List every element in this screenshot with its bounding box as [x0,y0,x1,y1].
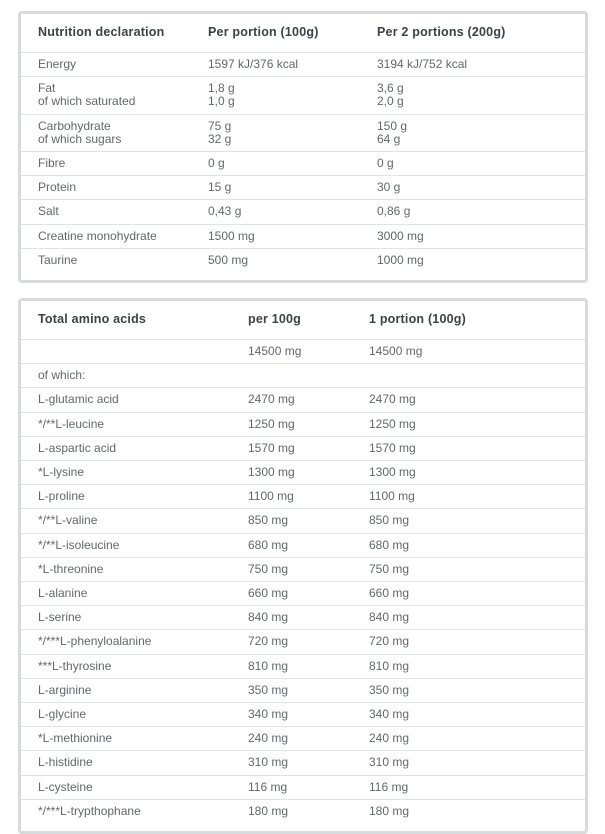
table-row [21,751,585,775]
cell-text-line: 0 g [208,156,225,171]
cell-text-line: 1100 mg [248,489,294,504]
per-2-portions-column-header: Per 2 portions (200g) [377,25,506,39]
value-col2-cell [369,799,585,831]
cell-text-line: 0 g [377,156,394,171]
cell-text-line: of which sugars [38,131,122,146]
cell-text-line: Creatine monohydrate [38,228,157,243]
value-col1-cell [248,751,369,775]
nutrient-label-cell [21,582,248,606]
value-col1-cell [248,461,369,485]
table-row [21,533,585,557]
value-col1-cell [248,727,369,751]
table-row [21,485,585,509]
cell-text-line: 240 mg [369,731,410,746]
table-row [21,654,585,678]
value-col1-cell [248,703,369,727]
value-col1-cell [248,557,369,581]
nutrient-label-cell [21,176,208,200]
table-row [21,364,585,388]
value-col1-cell [208,248,377,280]
cell-text-line: 720 mg [248,634,289,649]
value-col2-cell [369,557,585,581]
cell-text-line: Energy [38,57,77,71]
cell-text-line: *L-threonine [38,561,104,576]
table-row [21,412,585,436]
cell-text-line: 850 mg [369,513,410,528]
value-col1-cell [248,485,369,509]
amino-acids-card [18,298,588,834]
cell-text-line: 30 g [377,180,401,195]
cell-text-line [248,369,365,382]
cell-text-line: */**L-valine [38,513,98,528]
value-col2-cell [369,606,585,630]
cell-text-line: Carbohydrate [38,118,111,133]
table-row [21,436,585,460]
table-row [21,606,585,630]
value-col1-cell [208,224,377,248]
table-row [21,703,585,727]
cell-text-line [369,369,581,382]
value-col2-cell [369,436,585,460]
cell-text-line: *L-lysine [38,465,85,480]
cell-text-line: 310 mg [369,755,410,770]
table-row [21,176,585,200]
table-row [21,582,585,606]
cell-text-line: 340 mg [369,707,410,722]
table-row [21,200,585,224]
cell-text-line: 116 mg [248,779,288,794]
nutrition-declaration-card [18,11,588,283]
cell-text-line: Fibre [38,156,66,171]
cell-text-line: 0,43 g [208,204,242,219]
cell-text-line: 1300 mg [248,465,295,480]
nutrient-label-cell [21,678,248,702]
nutrient-label-cell [21,436,248,460]
value-col2-cell [377,77,585,114]
cell-text-line: 180 mg [248,803,289,818]
cell-text-line: of which saturated [38,94,136,109]
cell-text-line: 75 g [208,118,232,133]
cell-text-line: 1300 mg [369,465,416,480]
nutrition-title: Nutrition declaration [38,25,165,39]
cell-text-line: */**L-isoleucine [38,537,120,552]
value-col2-cell [369,630,585,654]
nutrient-label-cell [21,775,248,799]
cell-text-line: 1570 mg [369,440,416,455]
value-col1-cell [248,340,369,364]
nutrient-label-cell [21,751,248,775]
value-col2-cell [369,751,585,775]
nutrient-label-cell [21,388,248,412]
table-row [21,53,585,77]
nutrient-label-cell [21,248,208,280]
value-col2-cell [369,412,585,436]
cell-text-line: *L-methionine [38,731,113,746]
table-row [21,775,585,799]
value-col2-cell [369,703,585,727]
nutrient-label-cell [21,364,248,388]
nutrient-label-cell [21,703,248,727]
cell-text-line: 15 g [208,180,232,195]
value-col1-cell [208,53,377,77]
nutrient-label-cell [21,799,248,831]
value-col2-cell [369,340,585,364]
cell-text-line: 1100 mg [369,489,415,504]
nutrient-label-cell [21,485,248,509]
nutrient-label-cell [21,509,248,533]
value-col1-cell [248,775,369,799]
value-col2-cell [369,727,585,751]
value-col1-cell [208,114,377,151]
cell-text-line: L-serine [38,610,82,625]
table-row [21,114,585,151]
value-col1-cell [248,509,369,533]
cell-text-line: 3,6 g [377,81,404,96]
cell-text-line: 64 g [377,131,401,146]
cell-text-line: 1,0 g [208,94,235,109]
cell-text-line: 0,86 g [377,204,411,219]
nutrition-declaration-table [21,14,585,280]
cell-text-line: 680 mg [248,537,289,552]
value-col2-cell [377,53,585,77]
cell-text-line: Taurine [38,252,78,267]
cell-text-line: 660 mg [248,586,289,601]
value-col1-cell [208,77,377,114]
cell-text-line: L-glutamic acid [38,392,119,407]
table-row [21,248,585,280]
cell-text-line: 720 mg [369,634,410,649]
cell-text-line: 2470 mg [248,392,295,407]
nutrient-label-cell [21,340,248,364]
cell-text-line: */***L-trypthophane [38,803,141,818]
cell-text-line: L-histidine [38,755,93,770]
cell-text-line: */***L-phenyloalanine [38,634,152,649]
cell-text-line: 840 mg [248,610,289,625]
table-row [21,388,585,412]
value-col2-cell [369,533,585,557]
value-col2-cell [377,224,585,248]
value-col2-cell [369,388,585,412]
cell-text-line: 350 mg [248,682,289,697]
value-col2-cell [377,200,585,224]
nutrient-label-cell [21,200,208,224]
cell-text-line: 750 mg [369,561,410,576]
amino-header-row [21,301,585,340]
cell-text-line: 32 g [208,131,232,146]
cell-text-line: L-aspartic acid [38,440,117,455]
per-portion-column-header: Per portion (100g) [208,25,319,39]
cell-text-line: L-alanine [38,586,88,601]
value-col1-cell [248,606,369,630]
per-100g-column-header: per 100g [248,312,302,327]
cell-text-line: 14500 mg [369,344,423,359]
cell-text-line: 840 mg [369,610,410,625]
cell-text-line: Salt [38,204,59,219]
value-col1-cell [248,630,369,654]
cell-text-line: 1,8 g [208,81,235,96]
one-portion-column-header: 1 portion (100g) [369,312,466,327]
nutrient-label-cell [21,630,248,654]
value-col2-cell [369,461,585,485]
cell-text-line: 310 mg [248,755,289,770]
nutrient-label-cell [21,53,208,77]
nutrition-header-row [21,14,585,53]
cell-text-line: of which: [38,368,86,383]
value-col1-cell [248,412,369,436]
table-row [21,630,585,654]
cell-text-line: 810 mg [369,658,410,673]
cell-text-line: 1000 mg [377,252,424,267]
amino-acids-title: Total amino acids [38,312,147,327]
cell-text-line: ***L-thyrosine [38,658,112,673]
cell-text-line: 1597 kJ/376 kcal [208,57,299,71]
cell-text-line: 116 mg [369,779,409,794]
value-col2-cell [377,152,585,176]
nutrient-label-cell [21,77,208,114]
cell-text-line: 660 mg [369,586,410,601]
table-row [21,461,585,485]
value-col2-cell [377,248,585,280]
nutrient-label-cell [21,727,248,751]
table-row [21,727,585,751]
value-col1-cell [248,582,369,606]
value-col1-cell [208,200,377,224]
table-row [21,509,585,533]
cell-text-line: 810 mg [248,658,289,673]
cell-text-line: 150 g [377,118,408,133]
value-col2-cell [377,176,585,200]
value-col1-cell [248,436,369,460]
amino-table-body [21,340,585,832]
value-col1-cell [248,388,369,412]
cell-text-line: L-cysteine [38,779,93,794]
cell-text-line: 2470 mg [369,392,416,407]
table-row [21,340,585,364]
table-row [21,77,585,114]
cell-text-line: L-glycine [38,707,87,722]
value-col2-cell [369,654,585,678]
value-col1-cell [208,176,377,200]
cell-text-line: L-proline [38,489,85,504]
nutrient-label-cell [21,654,248,678]
cell-text-line: 500 mg [208,252,249,267]
value-col2-cell [369,775,585,799]
table-row [21,799,585,831]
cell-text-line [38,345,244,358]
cell-text-line: 1250 mg [369,416,416,431]
cell-text-line: 340 mg [248,707,289,722]
nutrient-label-cell [21,114,208,151]
amino-acids-table [21,301,585,831]
nutrient-label-cell [21,412,248,436]
cell-text-line: 14500 mg [248,344,302,359]
table-row [21,678,585,702]
value-col1-cell [248,533,369,557]
cell-text-line: 2,0 g [377,94,404,109]
cell-text-line: 180 mg [369,803,410,818]
value-col2-cell [369,485,585,509]
value-col1-cell [248,799,369,831]
cell-text-line: L-arginine [38,682,92,697]
value-col2-cell [377,114,585,151]
cell-text-line: 850 mg [248,513,289,528]
nutrient-label-cell [21,152,208,176]
cell-text-line: 350 mg [369,682,410,697]
table-row [21,557,585,581]
value-col2-cell [369,678,585,702]
cell-text-line: 3000 mg [377,228,424,243]
nutrient-label-cell [21,224,208,248]
value-col2-cell [369,364,585,388]
nutrient-label-cell [21,533,248,557]
nutrient-label-cell [21,557,248,581]
nutrient-label-cell [21,461,248,485]
value-col1-cell [248,654,369,678]
cell-text-line: Fat [38,81,56,96]
cell-text-line: Protein [38,180,77,195]
table-row [21,152,585,176]
cell-text-line: 680 mg [369,537,410,552]
nutrition-table-body [21,53,585,281]
cell-text-line: 3194 kJ/752 kcal [377,57,468,71]
value-col1-cell [248,364,369,388]
value-col2-cell [369,582,585,606]
cell-text-line: 240 mg [248,731,289,746]
value-col2-cell [369,509,585,533]
cell-text-line: 750 mg [248,561,289,576]
cell-text-line: 1250 mg [248,416,295,431]
value-col1-cell [248,678,369,702]
value-col1-cell [208,152,377,176]
cell-text-line: 1500 mg [208,228,255,243]
cell-text-line: */**L-leucine [38,416,105,431]
table-row [21,224,585,248]
cell-text-line: 1570 mg [248,440,295,455]
nutrient-label-cell [21,606,248,630]
